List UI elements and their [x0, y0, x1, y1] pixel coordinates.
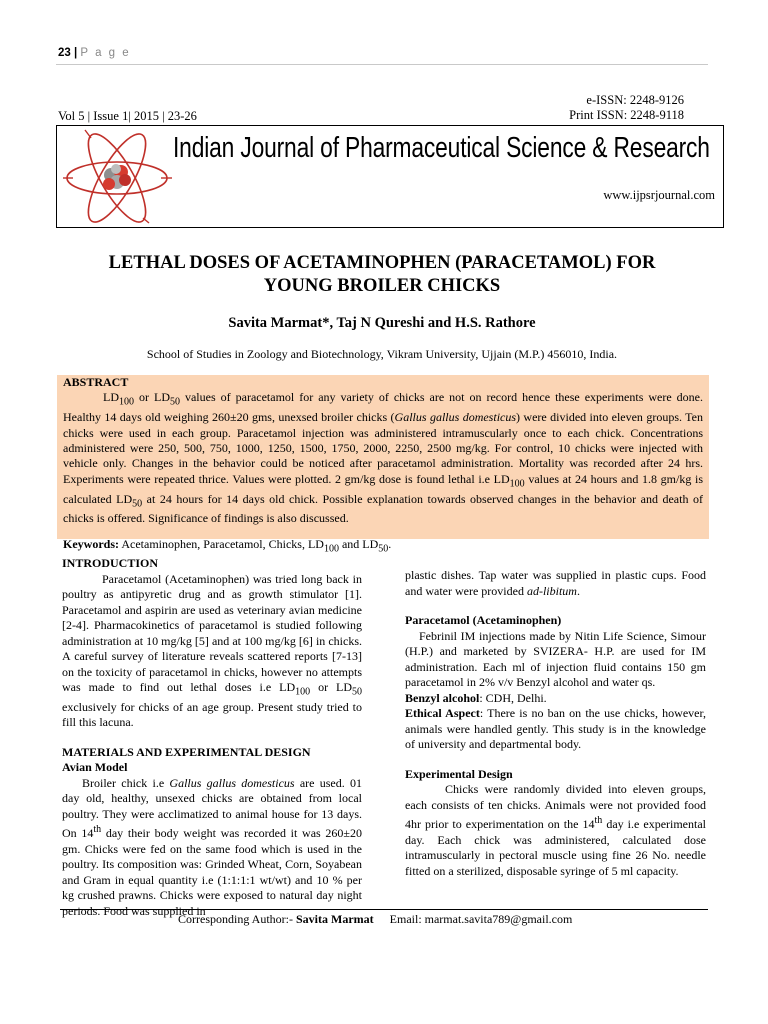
volume-info: Vol 5 | Issue 1| 2015 | 23-26 [58, 109, 197, 123]
paracetamol-heading: Paracetamol (Acetaminophen) [405, 613, 562, 627]
column-right [405, 568, 706, 879]
experimental-design-heading: Experimental Design [405, 766, 513, 781]
corresponding-author: Corresponding Author:- Savita Marmat Email: marmat.savita789@gmail.com [178, 912, 573, 926]
avian-model-heading: Avian Model [62, 760, 128, 775]
article-title: LETHAL DOSES OF ACETAMINOPHEN (PARACETAMOL) FOR YOUNG BROILER CHICKS [108, 253, 656, 296]
abstract-box [57, 375, 709, 555]
paracetamol-text: Febrinil IM injections made by Nitin Life Science, Simour (H.P.) and marketed by SVIZERA- H.P. are used for IM administration. Each ml of injection fluid contains 150 gm paracetamol in 2% v/v Benzyl alcohol and water qs. [405, 628, 706, 689]
print-issn: Print ISSN: 2248-9118 [569, 108, 684, 122]
page-number: 23 | P a g e [58, 47, 131, 59]
column-left [62, 556, 362, 919]
materials-heading: MATERIALS AND EXPERIMENTAL DESIGN [62, 744, 311, 759]
abstract-heading: ABSTRACT [63, 375, 129, 389]
experimental-design-text: Chicks were randomly divided into eleven groups, each consists of ten chicks. Animals were not provided food 4hr prior to experimentation on the 14th day i.e experimental day. Each chick was administered, calculated dose intramuscularly in pectoral muscle using fine 26 No. needle fitted on a sterilized, disposable syringe of 5 ml capacity. [405, 782, 707, 878]
author-email[interactable]: Email: marmat.savita789@gmail.com [389, 912, 573, 926]
introduction-heading: INTRODUCTION [62, 556, 159, 570]
atom-logo-icon [59, 128, 177, 224]
journal-url[interactable]: www.ijpsrjournal.com [603, 188, 715, 202]
journal-banner [56, 125, 724, 228]
abstract-text: $LD_{100}$ or $LD_{50}$ values of paracetamol for any variety of chicks are not on record hence these experiments were done. Healthy 14 days old weighing 260±20 gms, unexsed broiler chicks (Gallus gallus domesticus) were divided into eleven groups. Ten chicks were used in each group. Paracetamol injection was administered intramuscularly once to each chick. Concentrations administered were 250, 500, 750, 1000, 1250, 1500, 1750, 2000, 2250, 2500 mg/kg. For control, 10 chicks were injected with vehicle only. Changes in the behavior could be noticed after paracetamol administration. Mortality was recorded after 24 hrs. Experiments were repeated thrice. Values were plotted. 2 gm/kg dose is found lethal i.e $LD_{100}$ values at 24 hours and 1.8 gm/kg is calculated $LD_{50}$ at 24 hours for 14 days old chick. Possible explanation towards observed changes in the behavior and death of chicks is offered. Significance of findings is also discussed. [63, 390, 703, 526]
keywords: Keywords: Acetaminophen, Paracetamol, Chicks, $LD_{100}$ and $LD_{50}$. [63, 536, 392, 555]
ethical-aspect: Ethical Aspect: There is no ban on the use chicks, however, animals were handled gently. This study is in the knowledge of university and departmental body. [405, 706, 706, 751]
introduction-text: Paracetamol (Acetaminophen) was tried long back in poultry as antipyretic drug and as growth stimulator [1]. Paracetamol and aspirin are used as veterinary avian medicine [2-4]. Pharmacokinetics of paracetamol is studied following administration at 10 mg/kg [5] and at 100 mg/kg [6] in chicks. A careful survey of literature reveals scattered reports [7-13] on the toxicity of paracetamol in chicks, however no attempts was made to find out lethal doses i.e $LD_{100}$ or $LD_{50}$ exclusively for chicks of an age group. Present study tried to fill this lacuna. [62, 571, 362, 730]
header-divider [56, 64, 708, 65]
benzyl-alcohol: Benzyl alcohol: CDH, Delhi. [405, 690, 547, 705]
issn-block [569, 93, 684, 123]
footer-divider [60, 909, 708, 910]
eissn: e-ISSN: 2248-9126 [586, 93, 684, 107]
journal-title: Indian Journal of Pharmaceutical Science & Research [173, 132, 710, 164]
article-affiliation: School of Studies in Zoology and Biotechnology, Vikram University, Ujjain (M.P.) 456010, India. [146, 347, 618, 361]
article-authors: Savita Marmat*, Taj N Qureshi and H.S. Rathore [228, 315, 536, 331]
food-water-text: plastic dishes. Tap water was supplied in plastic cups. Food and water were provided ad-libitum. [405, 568, 706, 598]
avian-model-text: Broiler chick i.e Gallus gallus domesticus are used. 01 day old, healthy, unsexed chicks are obtained from local poultry. They were acclimatized to animal house for 13 days. On 14th day their body weight was recorded it was 260±20 gm. Chicks were fed on the same food which is used in the poultry. Its composition was: Grinded Wheat, Corn, Soyabean and Gram in equal quantity i.e (1:1:1:1 wt/wt) and 10 % per kg crushed prawns. Chicks were exposed to natural day night periods. Food was supplied in [62, 775, 362, 918]
